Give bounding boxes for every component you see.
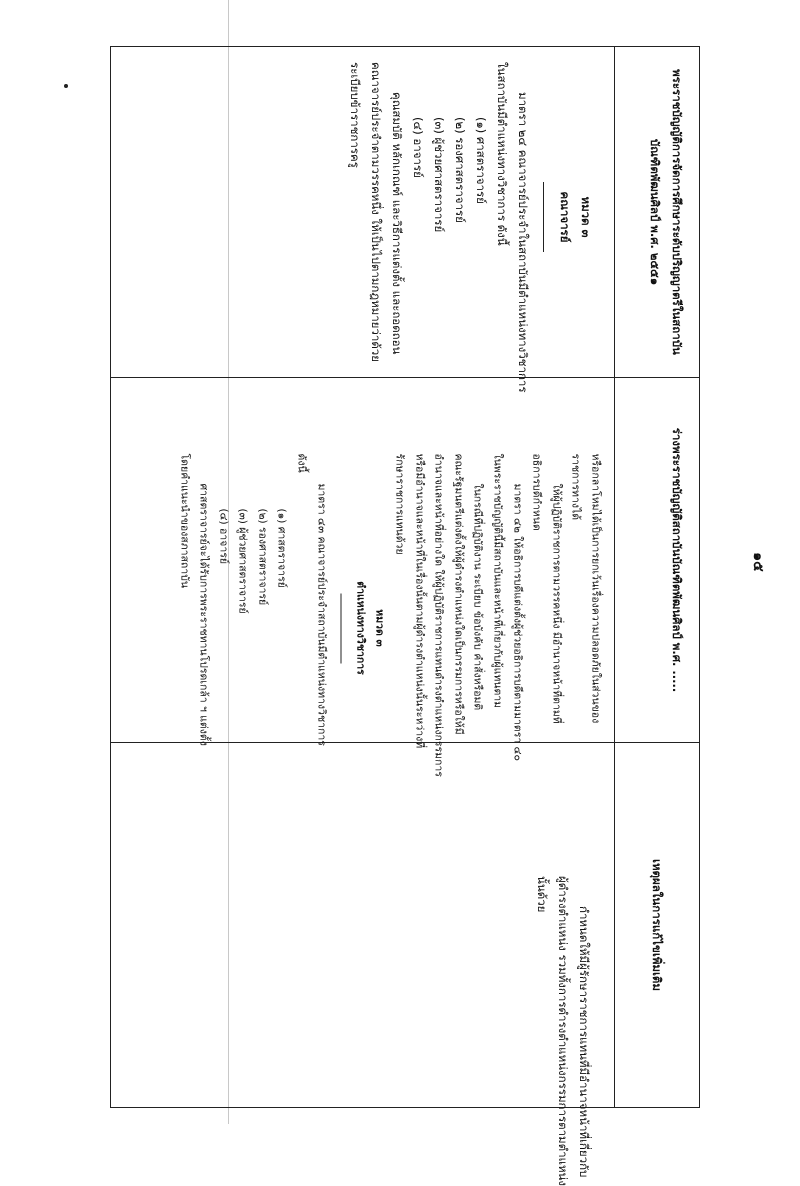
list-item: (๓) ผู้ช่วยศาสตราจารย์	[432, 117, 446, 233]
section-text: หรือมีอำนาจและหน้าที่ในเรื่องนั้นตามผู้ดำรงตำแหน่งนั้นระหว่างที่	[413, 453, 426, 749]
divider-rule	[340, 593, 341, 663]
reason-text: นั้นด้วย	[535, 876, 549, 913]
reason-text: กำหนดให้มีผู้รักษาราชการแทนที่มีอำนาจหน้าที่เกี่ยวกับ	[577, 906, 591, 1178]
chapter-title: คณาจารย์	[558, 191, 572, 243]
chapter-title: ตำแหน่งทางวิชาการ	[354, 581, 367, 675]
section-text: โดยคำแนะนำของสภาสถาบัน	[178, 453, 191, 589]
section-text: ราชการทางได้	[569, 453, 582, 521]
section-text: ในกรณีที่ปฏิบัติงาน ระเบียบ ข้อบังคับ คำสั่งหรือมติ	[471, 483, 484, 711]
list-item: (๔) อาจารย์	[411, 117, 425, 178]
list-item: (๑) ศาสตราจารย์	[474, 117, 488, 204]
middle-column-header	[612, 380, 696, 740]
section-text: อธิการบดีกำหนด	[530, 453, 543, 531]
right-column-body	[112, 866, 608, 1186]
comparison-table	[110, 46, 700, 1186]
middle-column-body	[115, 444, 611, 809]
section-text: ศาสตราจารย์จะได้รับการพระราชทานโปรดเกล้า ฯ แต่งตั้ง	[197, 483, 210, 746]
section-text: คุณสมบัติ หลักเกณฑ์ และวิธีการแต่งตั้ง และถอดถอน	[390, 92, 404, 355]
list-item: (๓) ผู้ช่วยศาสตราจารย์	[236, 508, 249, 614]
left-header-text: พระราชบัญญัติการจัดการศึกษาระดับปริญญาตรีในสถาบันบัณฑิตพัฒนศิลป์ พ.ศ. ๒๕๕๑	[648, 69, 684, 355]
section-text: รักษาราชการแทนด้วย	[393, 453, 406, 555]
right-column-header	[612, 770, 696, 1080]
section-text: มาตรา ๔๒ ให้อธิการบดีแต่งตั้งผู้ช่วยอธิการบดีตามมาตรา ๔๐	[511, 483, 524, 761]
reason-text: ผู้ดำรงตำแหน่ง รวมทั้งการดำรงตำแหน่งกรรมการตามตำแหน่ง	[556, 876, 570, 1186]
section-text: มาตรา ๒๔ คณาจารย์ประจำในสถาบันมีตำแหน่งทางวิชาการ	[516, 92, 530, 393]
list-item: (๒) รองศาสตราจารย์	[453, 117, 467, 223]
middle-header-text: ร่างพระราชบัญญัติสถาบันบัณฑิตพัฒนศิลป์ พ.ศ. .....	[670, 427, 684, 693]
section-text: ระเบียบข้าราชการครู	[348, 62, 362, 168]
section-text: ในสถาบันมีตำแหน่งทางวิชาการ ดังนี้	[495, 62, 509, 246]
page-number: ๑๕	[750, 552, 766, 572]
section-text: มาตรา ๔๓ คณาจารย์ประจำสถาบันมีตำแหน่งทางวิชาการ	[315, 483, 328, 746]
chapter-heading: หมวด ๓	[373, 609, 386, 647]
section-text: คณาจารย์ประจำตามวรรคหนึ่ง ให้เป็นไปตามกฎหมายว่าด้วย	[369, 62, 383, 362]
left-column-header	[612, 47, 696, 377]
section-text: ในพระราชบัญญัตินี้มีสถาบันและหน้าที่เกี่ยวกับผู้แทนตาม	[491, 453, 504, 709]
list-item: (๔) อาจารย์	[217, 508, 230, 565]
right-header-text: เหตุผลในการแก้ไขเพิ่มเติม	[650, 859, 664, 991]
left-column-body	[112, 50, 608, 393]
list-item: (๒) รองศาสตราจารย์	[256, 508, 269, 606]
chapter-heading: หมวด ๓	[579, 196, 593, 238]
section-text: หรือกลาโหมได้เป็นการยกเว้นเรื่องความปลอดภัยในส่วนของ	[589, 453, 602, 724]
divider-rule	[543, 182, 544, 252]
scan-speck	[64, 84, 68, 88]
section-text: ให้ผู้ปฏิบัติราชการตามวรรคหนึ่ง มีอำนาจหน้าที่ตามที่	[550, 483, 563, 724]
section-text: คณะรัฐมนตรีแต่งตั้งให้ผู้ดำรงตำแหน่งใดเป็นกรรมการหรือให้มี	[452, 453, 465, 735]
section-text: อำนาจและหน้าที่อย่างใด ให้ผู้ปฏิบัติราชการแทนดำรงตำแหน่งกรรมการ	[432, 453, 445, 777]
section-text: ดังนี้	[295, 453, 308, 473]
list-item: (๑) ศาสตราจารย์	[276, 508, 288, 588]
